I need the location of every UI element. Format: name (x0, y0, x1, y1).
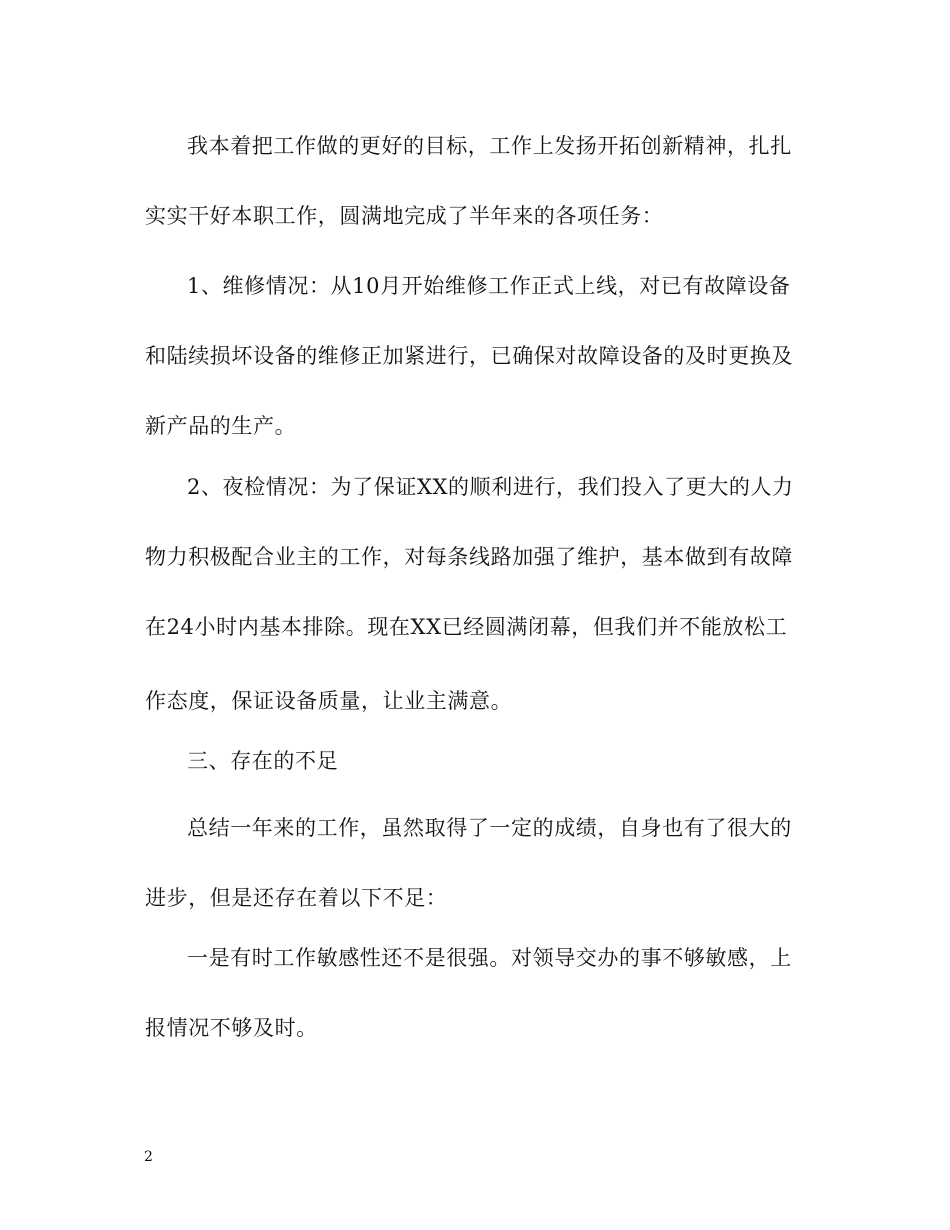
paragraph-line: 在24小时内基本排除。现在XX已经圆满闭幕，但我们并不能放松工 (145, 615, 788, 639)
paragraph-line: 一是有时工作敏感性还不是很强。对领导交办的事不够敏感，上 (187, 946, 792, 970)
paragraph-line: 和陆续损坏设备的维修正加紧进行，已确保对故障设备的及时更换及 (145, 344, 793, 368)
paragraph-line: 物力积极配合业主的工作，对每条线路加强了维护，基本做到有故障 (145, 545, 793, 569)
page-number: 2 (144, 1149, 153, 1165)
paragraph-line: 1、维修情况：从10月开始维修工作正式上线，对已有故障设备 (187, 274, 791, 298)
paragraph-line: 2、夜检情况：为了保证XX的顺利进行，我们投入了更大的人力 (187, 475, 794, 499)
paragraph-line: 实实干好本职工作，圆满地完成了半年来的各项任务： (145, 204, 664, 228)
paragraph-line: 作态度，保证设备质量，让业主满意。 (145, 689, 513, 713)
paragraph-line: 报情况不够及时。 (145, 1016, 318, 1040)
paragraph-line: 我本着把工作做的更好的目标，工作上发扬开拓创新精神，扎扎 (187, 134, 792, 158)
paragraph-line: 新产品的生产。 (145, 414, 297, 438)
section-heading: 三、存在的不足 (187, 749, 339, 773)
paragraph-line: 总结一年来的工作，虽然取得了一定的成绩，自身也有了很大的 (187, 816, 792, 840)
paragraph-line: 进步，但是还存在着以下不足： (145, 886, 448, 910)
